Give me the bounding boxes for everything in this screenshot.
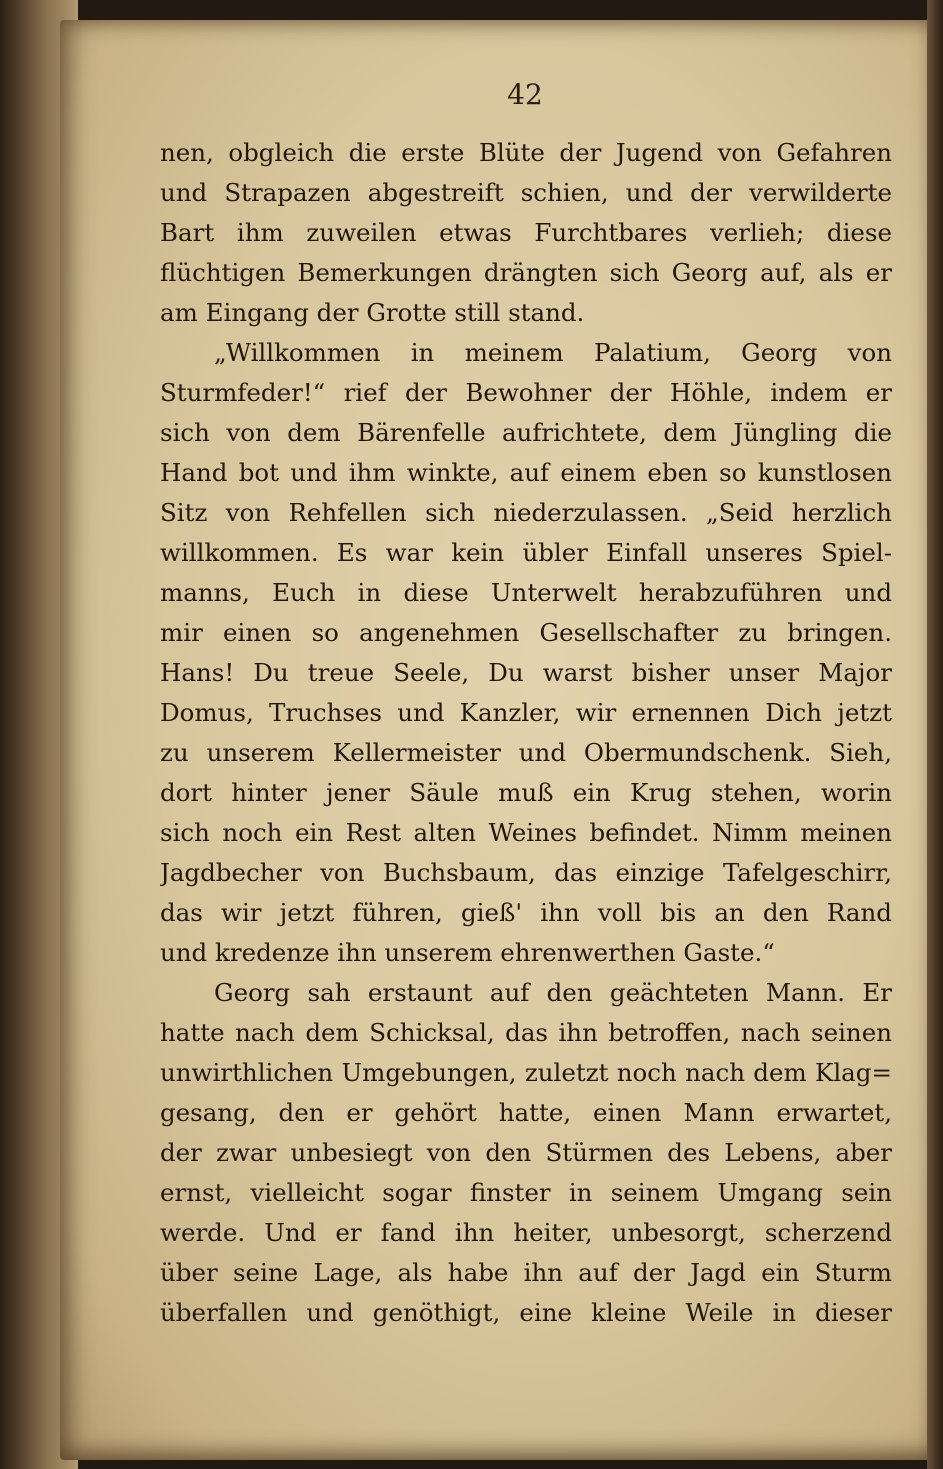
text-line: Hand bot und ihm winkte, auf einem eben so kunstlosen: [160, 458, 892, 487]
text-line: sich noch ein Rest alten Weines befindet. Nimm meinen: [160, 818, 892, 847]
body-text: [160, 133, 892, 1333]
text-line: gesang, den er gehört hatte, einen Mann erwartet,: [160, 1098, 892, 1127]
text-line: mir einen so angenehmen Gesellschafter zu bringen.: [160, 618, 892, 647]
text-line: und Strapazen abgestreift schien, und der verwilderte: [160, 178, 892, 207]
text-line: ernst, vielleicht sogar finster in seinem Umgang sein: [160, 1178, 892, 1207]
text-line: zu unserem Kellermeister und Obermundschenk. Sieh,: [160, 738, 892, 767]
text-line: Hans! Du treue Seele, Du warst bisher unser Major: [160, 658, 892, 687]
text-line: das wir jetzt führen, gieß' ihn voll bis an den Rand: [160, 898, 892, 927]
text-line: Georg sah erstaunt auf den geächteten Mann. Er: [214, 978, 892, 1007]
text-line: Bart ihm zuweilen etwas Furchtbares verlieh; diese: [160, 218, 892, 247]
text-line: sich von dem Bärenfelle aufrichtete, dem Jüngling die: [160, 418, 892, 447]
text-line: dort hinter jener Säule muß ein Krug stehen, worin: [160, 778, 892, 807]
page-number: 42: [507, 78, 543, 111]
text-line: nen, obgleich die erste Blüte der Jugend von Gefahren: [160, 138, 892, 167]
text-line: flüchtigen Bemerkungen drängten sich Georg auf, als er: [160, 258, 892, 287]
text-line: über seine Lage, als habe ihn auf der Jagd ein Sturm: [160, 1258, 892, 1287]
text-line: und kredenze ihn unserem ehrenwerthen Gaste.“: [160, 938, 775, 967]
text-line: „Willkommen in meinem Palatium, Georg von: [214, 338, 892, 367]
text-line: Domus, Truchses und Kanzler, wir ernennen Dich jetzt: [160, 698, 892, 727]
text-line: Sturmfeder!“ rief der Bewohner der Höhle, indem er: [160, 378, 892, 407]
text-line: unwirthlichen Umgebungen, zuletzt noch nach dem Klag=: [160, 1058, 892, 1087]
text-line: hatte nach dem Schicksal, das ihn betroffen, nach seinen: [160, 1018, 892, 1047]
text-line: manns, Euch in diese Unterwelt herabzuführen und: [160, 578, 892, 607]
book-right-edge: [927, 0, 943, 1469]
text-line: überfallen und genöthigt, eine kleine Weile in dieser: [160, 1298, 892, 1327]
text-line: werde. Und er fand ihn heiter, unbesorgt, scherzend: [160, 1218, 892, 1247]
text-line: Jagdbecher von Buchsbaum, das einzige Tafelgeschirr,: [160, 858, 892, 887]
text-line: am Eingang der Grotte still stand.: [160, 298, 585, 327]
text-line: Sitz von Rehfellen sich niederzulassen. „Seid herzlich: [160, 498, 892, 527]
text-line: der zwar unbesiegt von den Stürmen des Lebens, aber: [160, 1138, 892, 1167]
text-line: willkommen. Es war kein übler Einfall unseres Spiel-: [160, 538, 892, 567]
